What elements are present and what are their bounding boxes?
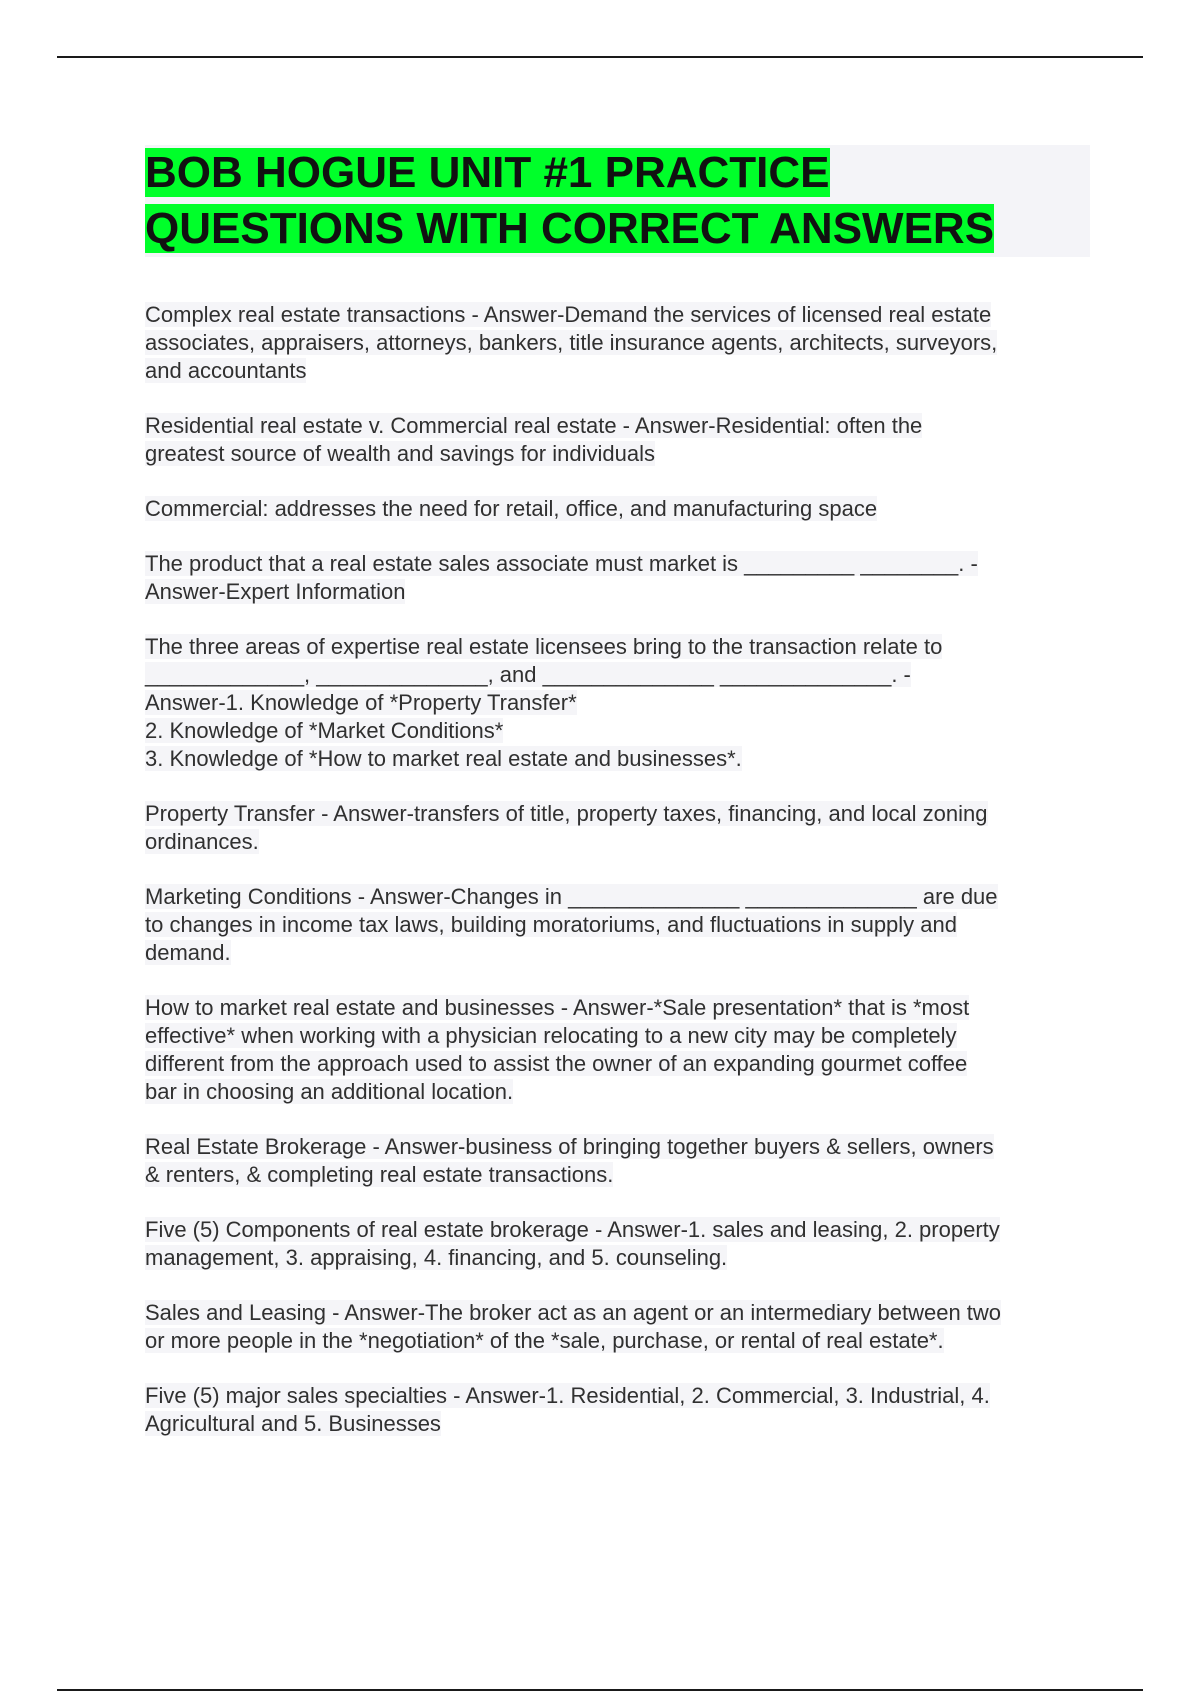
qa-entry [145, 1299, 1090, 1355]
qa-entry-text: Sales and Leasing - Answer-The broker act as an agent or an intermediary between two [145, 1300, 1002, 1325]
qa-entry-line [145, 1133, 1090, 1161]
qa-entry-text: Marketing Conditions - Answer-Changes in ______________ ______________ are due [145, 884, 998, 909]
qa-entry [145, 412, 1090, 468]
qa-entry-text: 2. Knowledge of *Market Conditions* [145, 718, 504, 743]
qa-entry-line [145, 689, 1090, 717]
qa-entry-line [145, 440, 1090, 468]
qa-entry-text: different from the approach used to assist the owner of an expanding gourmet coffee [145, 1051, 968, 1076]
qa-entry-text: & renters, & completing real estate transactions. [145, 1162, 614, 1187]
qa-entry-line [145, 357, 1090, 385]
document-title [145, 145, 1090, 257]
qa-entry-text: Commercial: addresses the need for retail, office, and manufacturing space [145, 496, 878, 521]
qa-entry-line [145, 495, 1090, 523]
qa-entry-text: Property Transfer - Answer-transfers of title, property taxes, financing, and local zoning [145, 801, 988, 826]
qa-entry-line [145, 661, 1090, 689]
qa-entry-text: to changes in income tax laws, building moratoriums, and fluctuations in supply and [145, 912, 958, 937]
qa-entry-text: and accountants [145, 358, 307, 383]
top-rule [57, 56, 1143, 58]
qa-entry-text: Agricultural and 5. Businesses [145, 1411, 441, 1436]
qa-entry-text: The three areas of expertise real estate licensees bring to the transaction relate to [145, 634, 943, 659]
qa-entry-line [145, 1216, 1090, 1244]
qa-entry-line [145, 717, 1090, 745]
qa-entry-line [145, 329, 1090, 357]
qa-entry-text: Answer-Expert Information [145, 579, 406, 604]
qa-entry-line [145, 745, 1090, 773]
qa-entry-line [145, 301, 1090, 329]
qa-entry-text: Five (5) major sales specialties - Answer-1. Residential, 2. Commercial, 3. Industrial, 4. [145, 1383, 990, 1408]
qa-entry-line [145, 633, 1090, 661]
qa-entry-text: Five (5) Components of real estate brokerage - Answer-1. sales and leasing, 2. property [145, 1217, 1000, 1242]
qa-entry [145, 800, 1090, 856]
qa-entry-line [145, 911, 1090, 939]
qa-entry [145, 883, 1090, 967]
qa-entry-line [145, 1078, 1090, 1106]
qa-entry-text: The product that a real estate sales associate must market is _________ ________. - [145, 551, 978, 576]
qa-entry-text: Complex real estate transactions - Answer-Demand the services of licensed real estate [145, 302, 992, 327]
qa-entry-text: effective* when working with a physician relocating to a new city may be completely [145, 1023, 957, 1048]
qa-entry-text: How to market real estate and businesses - Answer-*Sale presentation* that is *most [145, 995, 970, 1020]
qa-entries [145, 301, 1090, 1438]
qa-entry [145, 994, 1090, 1106]
qa-entry-line [145, 578, 1090, 606]
title-line-1: BOB HOGUE UNIT #1 PRACTICE [145, 148, 830, 197]
qa-entry-text: Real Estate Brokerage - Answer-business of bringing together buyers & sellers, owners [145, 1134, 994, 1159]
qa-entry-line [145, 1050, 1090, 1078]
qa-entry-line [145, 1382, 1090, 1410]
qa-entry-text: demand. [145, 940, 231, 965]
document-body [145, 145, 1090, 1465]
qa-entry-line [145, 800, 1090, 828]
qa-entry-text: associates, appraisers, attorneys, bankers, title insurance agents, architects, surveyors, [145, 330, 998, 355]
qa-entry-text: Answer-1. Knowledge of *Property Transfer* [145, 690, 577, 715]
title-block [145, 145, 1090, 257]
qa-entry-text: greatest source of wealth and savings for individuals [145, 441, 655, 466]
qa-entry-line [145, 1161, 1090, 1189]
qa-entry-text: _____________, ______________, and ______________ ______________. - [145, 662, 911, 687]
qa-entry [145, 495, 1090, 523]
qa-entry-line [145, 994, 1090, 1022]
qa-entry [145, 1382, 1090, 1438]
bottom-rule [57, 1689, 1143, 1691]
qa-entry-line [145, 939, 1090, 967]
qa-entry [145, 550, 1090, 606]
qa-entry-line [145, 412, 1090, 440]
qa-entry-text: management, 3. appraising, 4. financing, and 5. counseling. [145, 1245, 728, 1270]
qa-entry-line [145, 1244, 1090, 1272]
qa-entry-text: ordinances. [145, 829, 259, 854]
qa-entry-line [145, 1299, 1090, 1327]
qa-entry-line [145, 1327, 1090, 1355]
title-line-2: QUESTIONS WITH CORRECT ANSWERS [145, 204, 995, 253]
qa-entry-line [145, 1022, 1090, 1050]
qa-entry-line [145, 1410, 1090, 1438]
qa-entry-text: bar in choosing an additional location. [145, 1079, 514, 1104]
qa-entry [145, 301, 1090, 385]
qa-entry-text: or more people in the *negotiation* of the *sale, purchase, or rental of real estate*. [145, 1328, 944, 1353]
qa-entry-line [145, 883, 1090, 911]
qa-entry-line [145, 828, 1090, 856]
qa-entry [145, 1133, 1090, 1189]
qa-entry [145, 633, 1090, 773]
qa-entry [145, 1216, 1090, 1272]
qa-entry-text: Residential real estate v. Commercial real estate - Answer-Residential: often the [145, 413, 923, 438]
qa-entry-line [145, 550, 1090, 578]
qa-entry-text: 3. Knowledge of *How to market real estate and businesses*. [145, 746, 742, 771]
